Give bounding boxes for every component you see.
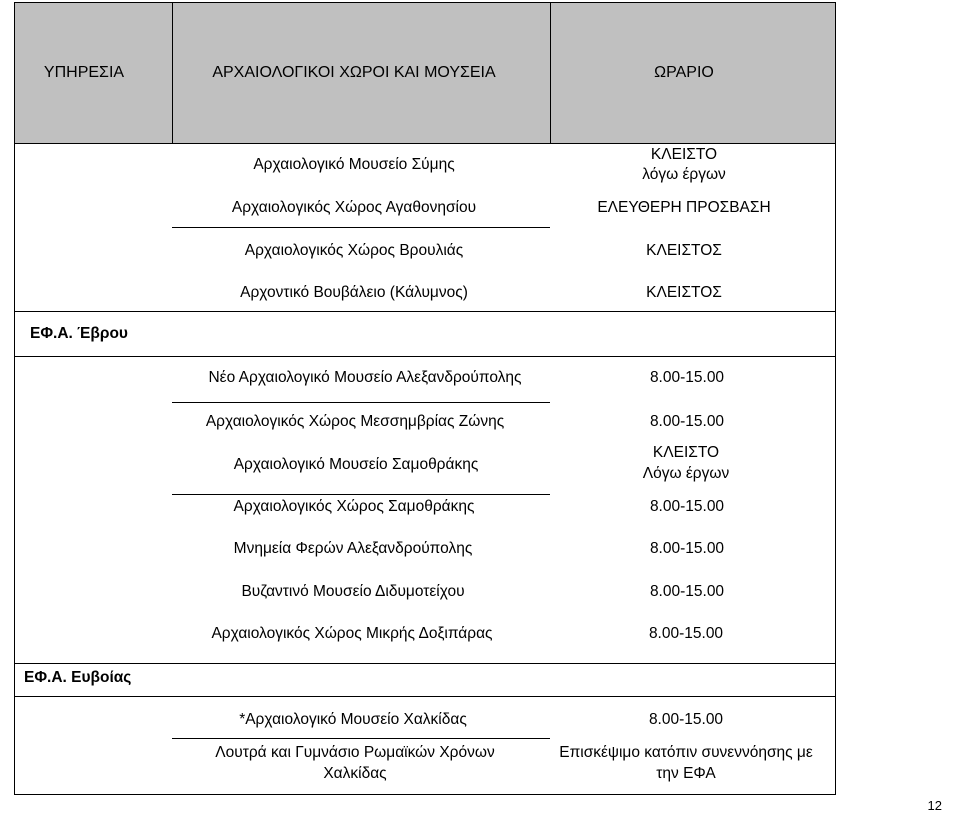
site-name: Αρχαιολογικός Χώρος Αγαθονησίου bbox=[231, 199, 477, 216]
site-hours: ΚΛΕΙΣΤΟ bbox=[652, 444, 720, 461]
site-name: Μνημεία Φερών Αλεξανδρούπολης bbox=[233, 540, 473, 557]
site-name: *Αρχαιολογικό Μουσείο Χαλκίδας bbox=[239, 711, 467, 728]
site-hours: 8.00-15.00 bbox=[649, 583, 725, 600]
site-name: Νέο Αρχαιολογικό Μουσείο Αλεξανδρούπολης bbox=[208, 369, 522, 386]
site-hours-note: λόγω έργων bbox=[642, 166, 726, 183]
site-hours: 8.00-15.00 bbox=[649, 413, 725, 430]
site-hours: 8.00-15.00 bbox=[649, 540, 725, 557]
site-hours-note: Λόγω έργων bbox=[642, 465, 730, 482]
header-sites: ΑΡΧΑΙΟΛΟΓΙΚΟΙ ΧΩΡΟΙ ΚΑΙ ΜΟΥΣΕΙΑ bbox=[212, 64, 496, 81]
site-name: Λουτρά και Γυμνάσιο Ρωμαϊκών Χρόνων bbox=[215, 744, 495, 761]
site-hours: ΚΛΕΙΣΤΟ bbox=[650, 146, 718, 163]
site-name: Αρχαιολογικός Χώρος Σαμοθράκης bbox=[233, 498, 475, 515]
site-name: Βυζαντινό Μουσείο Διδυμοτείχου bbox=[241, 583, 465, 600]
site-name-cont: Χαλκίδας bbox=[323, 765, 387, 782]
header-hours: ΩΡΑΡΙΟ bbox=[654, 64, 714, 81]
site-name: Αρχαιολογικό Μουσείο Σαμοθράκης bbox=[233, 456, 479, 473]
header-service: ΥΠΗΡΕΣΙΑ bbox=[43, 64, 125, 81]
site-name: Αρχοντικό Βουβάλειο (Κάλυμνος) bbox=[240, 284, 468, 301]
site-hours: 8.00-15.00 bbox=[648, 625, 724, 642]
site-hours: 8.00-15.00 bbox=[649, 369, 725, 386]
site-name: Αρχαιολογικός Χώρος Μικρής Δοξιπάρας bbox=[211, 625, 493, 642]
site-hours: 8.00-15.00 bbox=[649, 498, 725, 515]
site-hours: 8.00-15.00 bbox=[648, 711, 724, 728]
page-number: 12 bbox=[927, 798, 942, 813]
site-hours-cont: την ΕΦΑ bbox=[656, 765, 716, 782]
site-hours: ΕΛΕΥΘΕΡΗ ΠΡΟΣΒΑΣΗ bbox=[597, 199, 771, 216]
service-evia: ΕΦ.Α. Ευβοίας bbox=[24, 669, 132, 686]
site-hours: Επισκέψιμο κατόπιν συνεννόησης με bbox=[559, 744, 813, 761]
service-evros: ΕΦ.Α. Έβρου bbox=[30, 325, 128, 342]
site-name: Αρχαιολογικό Μουσείο Σύμης bbox=[253, 156, 455, 173]
site-hours: ΚΛΕΙΣΤΟΣ bbox=[646, 284, 722, 301]
site-name: Αρχαιολογικός Χώρος Βρουλιάς bbox=[244, 242, 464, 259]
site-name: Αρχαιολογικός Χώρος Μεσσημβρίας Ζώνης bbox=[205, 413, 505, 430]
site-hours: ΚΛΕΙΣΤΟΣ bbox=[646, 242, 722, 259]
